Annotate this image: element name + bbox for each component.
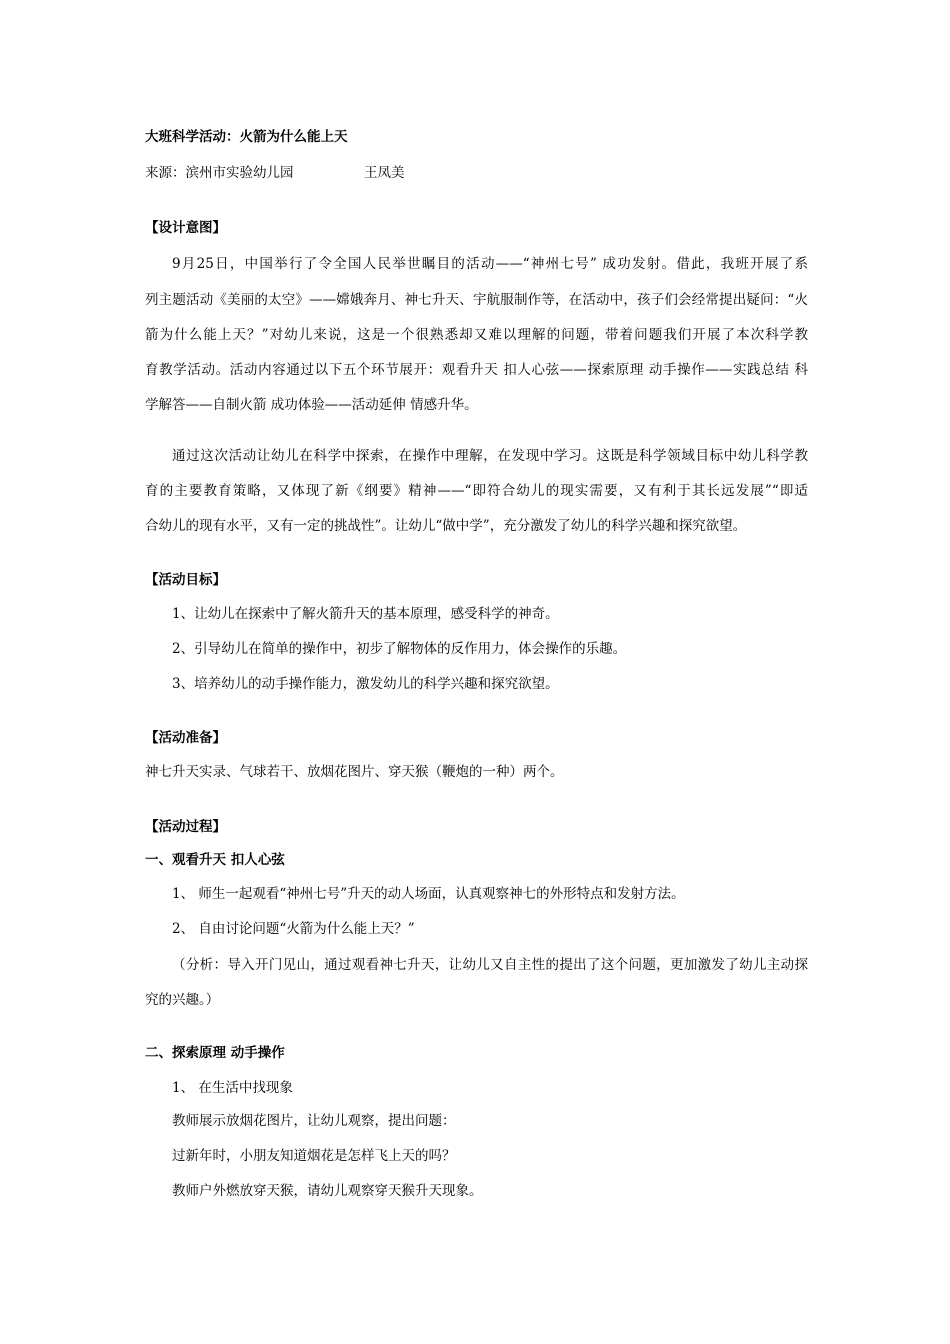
author-name: 王凤美 (364, 165, 405, 181)
process-part2-line: 教师展示放烟花图片，让幼儿观察，提出问题： (172, 1113, 456, 1129)
design-intent-line: 通过这次活动让幼儿在科学中探索，在操作中理解，在发现中学习。这既是科学领域目标中幼儿科学教 (172, 448, 808, 464)
goal-item: 1、让幼儿在探索中了解火箭升天的基本原理，感受科学的神奇。 (172, 606, 559, 622)
process-part2-sub: 1、 在生活中找现象 (172, 1080, 293, 1096)
design-intent-line: 育的主要教育策略，又体现了新《纲要》精神——“即符合幼儿的现实需要，又有利于其长远发展”“即适 (145, 483, 808, 499)
design-intent-line: 9月25日，中国举行了令全国人民举世瞩目的活动——“神州七号” 成功发射。借此，我班开展了系 (172, 256, 808, 272)
process-part1-item: 1、 师生一起观看“神州七号”升天的动人场面，认真观察神七的外形特点和发射方法。 (172, 886, 685, 902)
process-part1-analysis: 究的兴趣。） (145, 992, 220, 1008)
process-part2-line: 过新年时，小朋友知道烟花是怎样飞上天的吗？ (172, 1148, 456, 1164)
process-heading: 【活动过程】 (145, 819, 226, 835)
design-intent-line: 列主题活动《美丽的太空》——嫦娥奔月、神七升天、宇航服制作等，在活动中，孩子们会经常提出疑问：“火 (145, 292, 808, 308)
goals-heading: 【活动目标】 (145, 572, 226, 588)
process-part2-heading: 二、探索原理 动手操作 (145, 1045, 285, 1061)
preparation-heading: 【活动准备】 (145, 730, 226, 746)
source-line (145, 163, 545, 183)
goal-item: 3、培养幼儿的动手操作能力，激发幼儿的科学兴趣和探究欲望。 (172, 676, 559, 692)
design-intent-line: 学解答——自制火箭 成功体验——活动延伸 情感升华。 (145, 397, 478, 413)
process-part1-heading: 一、观看升天 扣人心弦 (145, 852, 285, 868)
document-title: 大班科学活动：火箭为什么能上天 (145, 129, 348, 145)
design-intent-line: 合幼儿的现有水平，又有一定的挑战性”。让幼儿“做中学”，充分激发了幼儿的科学兴趣和探究欲望。 (145, 518, 747, 534)
design-intent-heading: 【设计意图】 (145, 220, 226, 236)
goal-item: 2、引导幼儿在简单的操作中，初步了解物体的反作用力，体会操作的乐趣。 (172, 641, 627, 657)
process-part2-line: 教师户外燃放穿天猴，请幼儿观察穿天猴升天现象。 (172, 1183, 483, 1199)
design-intent-line: 箭为什么能上天？”对幼儿来说，这是一个很熟悉却又难以理解的问题，带着问题我们开展了本次科学教 (145, 327, 808, 343)
source-label: 来源：滨州市实验幼儿园 (145, 165, 294, 181)
preparation-text: 神七升天实录、气球若干、放烟花图片、穿天猴（鞭炮的一种）两个。 (145, 764, 564, 780)
design-intent-line: 育教学活动。活动内容通过以下五个环节展开：观看升天 扣人心弦——探索原理 动手操作——实践总结 科 (145, 362, 808, 378)
process-part1-item: 2、 自由讨论问题“火箭为什么能上天？” (172, 921, 415, 937)
process-part1-analysis: （分析：导入开门见山，通过观看神七升天，让幼儿又自主性的提出了这个问题，更加激发了幼儿主动探 (172, 957, 808, 973)
